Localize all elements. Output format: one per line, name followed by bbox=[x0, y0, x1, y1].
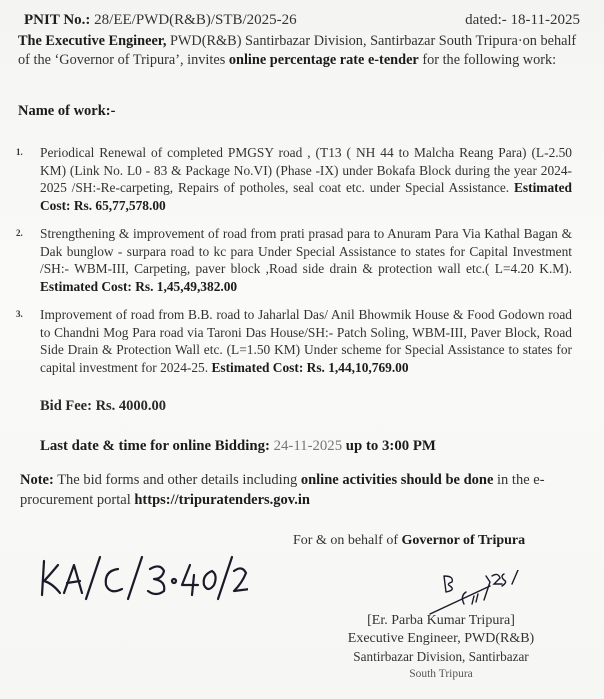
work-number: 2. bbox=[16, 228, 23, 238]
note-text-2: in the e-procurement portal bbox=[20, 472, 545, 508]
work-estimated-cost: Estimated Cost: Rs. 1,44,10,769.00 bbox=[211, 359, 409, 375]
pnit-label: PNIT No.: bbox=[24, 12, 91, 28]
work-description: Periodical Renewal of completed PMGSY road , (T13 ( NH 44 to Malcha Reang Para) (L-2.50 KM) (Link No. L0 - 83 & Package No.VI) (Phase -IX) under Bokafa Block during the year 2024-2025 /SH:-Re-carpeting, Repairs of potholes, seal coat etc. under Special Assistance. bbox=[40, 145, 572, 195]
work-estimated-cost: Estimated Cost: Rs. 65,77,578.00 bbox=[40, 180, 572, 213]
work-item bbox=[16, 144, 572, 214]
on-behalf-line bbox=[293, 533, 525, 549]
work-description: Improvement of road from B.B. road to Jaharlal Das/ Anil Bhowmik House & Food Godown road to Chandni Mog Para road via Taroni Das House/SH:- Patch Soling, WBM-III, Paver Block, Road Side Drain & Protection Wall etc. (L=1.50 KM) Under scheme for Special Assistance to states for capital investment for 2024-25. bbox=[40, 307, 572, 375]
note-emphasis: online activities should be done bbox=[300, 472, 494, 488]
pnit-number: 28/EE/PWD(R&B)/STB/2025-26 bbox=[94, 12, 297, 28]
behalf-prefix: For & on behalf of bbox=[293, 533, 402, 548]
handwritten-reference-number bbox=[38, 553, 248, 603]
work-item bbox=[16, 225, 572, 295]
last-date-value: 24-11-2025 bbox=[273, 438, 343, 454]
signatory-division: Santirbazar Division, Santirbazar bbox=[353, 649, 529, 664]
intro-tail: for the following work: bbox=[418, 52, 557, 68]
note-text: The bid forms and other details including bbox=[53, 472, 301, 488]
last-time-value: up to 3:00 PM bbox=[342, 438, 436, 454]
notice-date: dated:- 18-11-2025 bbox=[465, 12, 580, 28]
tender-type: online percentage rate e-tender bbox=[228, 52, 419, 68]
portal-link[interactable]: https://tripuratenders.gov.in bbox=[134, 492, 310, 508]
note-label: Note: bbox=[20, 472, 54, 488]
last-date-line bbox=[40, 438, 436, 455]
signatory-block bbox=[306, 612, 576, 682]
work-description: Strengthening & improvement of road from prati prasad para to Anuram Para Via Kathal Bagan & Dak bunglow - surpara road to kc para Under Special Assistance to states for Capital Investment /SH:- WBM-III, Carpeting, paver block ,Road side drain & protection wall etc.( L=4.20 K.M). bbox=[40, 226, 572, 276]
bid-fee: Bid Fee: Rs. 4000.00 bbox=[40, 398, 167, 414]
notice-header bbox=[24, 10, 580, 30]
signatory-name: [Er. Parba Kumar Tripura] bbox=[367, 613, 515, 628]
intro-paragraph bbox=[18, 32, 578, 70]
note-paragraph bbox=[20, 470, 580, 510]
work-estimated-cost: Estimated Cost: Rs. 1,45,49,382.00 bbox=[40, 278, 238, 294]
behalf-governor: Governor of Tripura bbox=[401, 533, 526, 548]
work-number: 3. bbox=[16, 309, 23, 319]
work-item bbox=[16, 306, 572, 376]
name-of-work-heading: Name of work:- bbox=[18, 103, 116, 119]
issuer-details: PWD(R&B) Santirbazar Division, Santirbazar South Tripura·on behalf of the ‘Governor of Tripura’, invites bbox=[18, 33, 577, 68]
signatory-district: South Tripura bbox=[409, 668, 473, 680]
last-date-label: Last date & time for online Bidding: bbox=[40, 438, 274, 454]
signatory-designation: Executive Engineer, PWD(R&B) bbox=[347, 631, 535, 646]
work-number: 1. bbox=[16, 147, 23, 157]
issuer-title: The Executive Engineer, bbox=[18, 33, 167, 49]
